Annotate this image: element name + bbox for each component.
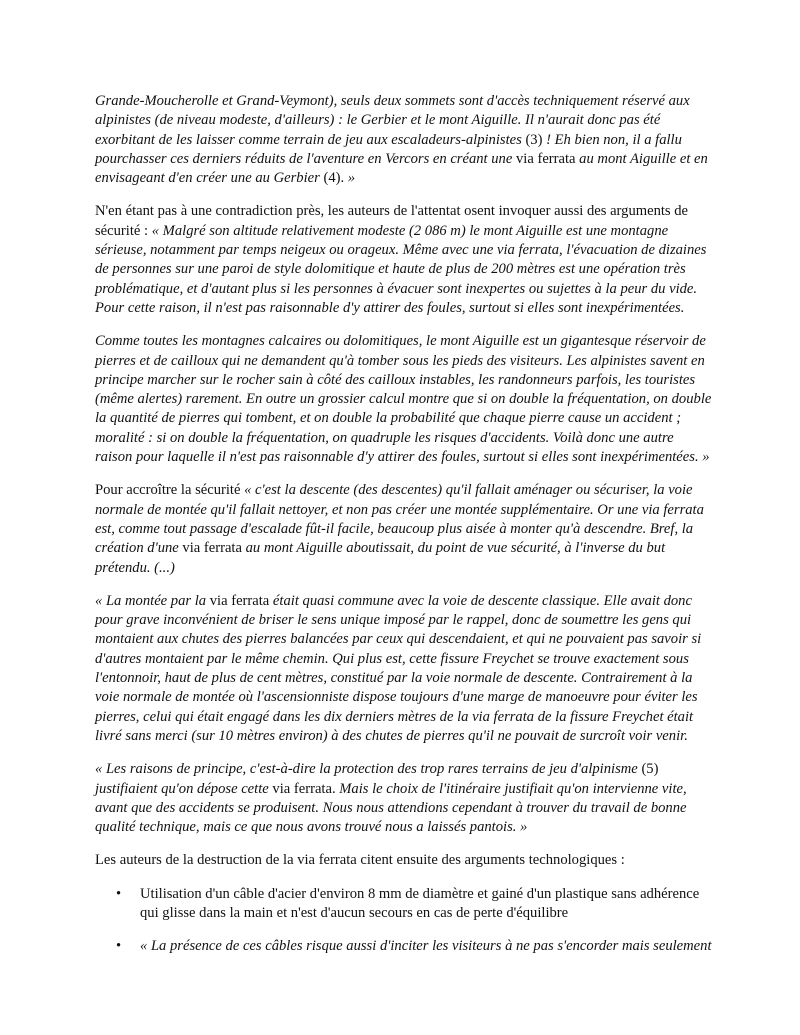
run: au mont Aiguille et en envisageant d'en créer une au Gerbier — [95, 150, 708, 187]
run: via ferrata — [515, 150, 576, 167]
run: « La montée par la — [95, 592, 210, 609]
run: Mais le choix de l'itinéraire justifiait qu'on intervienne vite, avant que des accidents se produisent. Nous nous attendions cependant à trouver du travail de bonne qualité technique, mais ce que nous avons trouvé nous a laissés pantois. » — [95, 780, 687, 836]
paragraph-5 — [95, 592, 713, 746]
run: « Malgré son altitude relativement modeste (2 086 m) le mont Aiguille est une montagne sérieuse, notamment par temps neigeux ou orageux. Même avec une via ferrata, l'évacuation de dizaines de personnes sur une paroi de style dolomitique et haute de plus de 200 mètres est une opération très problématique, et d'autant plus si les personnes à évacuer sont inexpertes ou sujettes à la peur du vide. Pour cette raison, il n'est pas raisonnable d'y attirer des foules, surtout si elles sont inexpérimentées. — [95, 222, 707, 316]
run: via ferrata. — [272, 780, 336, 797]
paragraph-3 — [95, 332, 713, 467]
paragraph-7 — [95, 851, 713, 870]
run: « c'est la descente (des descentes) qu'il fallait aménager ou sécuriser, la voie normale de montée qu'il fallait nettoyer, et non pas créer une montée supplémentaire. Or une via ferrata est, comme tout passage d'escalade fût-il facile, beaucoup plus aisée à monter qu'à descendre. Bref, la création d'une — [95, 482, 704, 557]
run: Grande-Moucherolle et Grand-Veymont), seuls deux sommets sont d'accès techniquement réservé aux alpinistes (de niveau modeste, d'ailleurs) : le Gerbier et le mont Aiguille. Il n'aurait donc pas été exorbitant de les laisser comme terrain de jeu aux escaladeurs-alpinistes — [95, 93, 690, 148]
list-item — [95, 885, 713, 924]
bullet-marker: • — [116, 885, 122, 902]
run: Les auteurs de la destruction de la via ferrata citent ensuite des arguments technologiques : — [95, 852, 625, 869]
run: Comme toutes les montagnes calcaires ou dolomitiques, le mont Aiguille est un gigantesque réservoir de pierres et de cailloux qui ne demandent qu'à tomber sous les pieds des visiteurs. Les alpinistes savent en principe marcher sur le rocher sain à côté des cailloux instables, les randonneurs parfois, les touristes (même alertes) rarement. En outre un grossier calcul montre que si on double la fréquentation, on double la quantité de pierres qui tombent, et on double la probabilité que chaque pierre cause un accident ; moralité : si on double la fréquentation, on quadruple les risques d'accidents. Voilà donc une autre raison pour laquelle il n'est pas raisonnable d'y attirer des foules, surtout si elles sont inexpérimentées. » — [95, 333, 712, 466]
run: justifiaient qu'on dépose cette — [95, 780, 273, 797]
run: via ferrata — [209, 592, 270, 609]
run: était quasi commune avec la voie de descente classique. Elle avait donc pour grave inconvénient de briser le sens unique imposé par le rappel, donc de soumettre les gens qui montaient aux chutes des pierres balancées par ceux qui descendaient, et qui ne pouvaient pas savoir si d'autres montaient par le même chemin. Qui plus est, cette fissure Freychet se trouve exactement sous l'entonnoir, haut de plus de cent mètres, constitué par la voie normale de descente. Contrairement à la voie normale de montée où l'ascensionniste dispose toujours d'une marge de manoeuvre pour éviter les pierres, celui qui était engagé dans les dix derniers mètres de la via ferrata de la fissure Freychet était livré sans merci (sur 10 mètres environ) à des chutes de pierres qu'il ne pouvait de surcroît voir venir. — [95, 592, 702, 744]
run: « Les raisons de principe, c'est-à-dire la protection des trop rares terrains de jeu d'alpinisme — [95, 761, 642, 778]
list-item — [95, 937, 713, 956]
run: Pour accroître la sécurité — [95, 482, 245, 499]
run: N'en étant pas à une contradiction près, les auteurs de l'attentat osent invoquer aussi des arguments de sécurité : — [95, 203, 689, 239]
paragraph-2 — [95, 202, 713, 318]
run: » — [344, 170, 356, 187]
run: (3) — [525, 131, 543, 148]
run: « La présence de ces câbles risque aussi d'inciter les visiteurs à ne pas s'encorder mais seulement — [140, 938, 712, 955]
bullet-list — [95, 885, 713, 957]
run: Utilisation d'un câble d'acier d'environ 8 mm de diamètre et gainé d'un plastique sans adhérence qui glisse dans la main et n'est d'aucun secours en cas de perte d'équilibre — [140, 885, 700, 921]
paragraph-1 — [95, 92, 713, 188]
paragraph-4 — [95, 481, 713, 577]
run: via ferrata — [182, 540, 242, 557]
bullet-marker: • — [116, 938, 122, 955]
document-body — [95, 92, 713, 971]
run: au mont Aiguille aboutissait, du point de vue sécurité, à l'inverse du but prétendu. (...) — [95, 540, 666, 576]
run: (4). — [323, 170, 345, 187]
run: ! Eh bien non, il a fallu pourchasser ces derniers réduits de l'aventure en Vercors en créant une — [95, 131, 682, 167]
paragraph-6 — [95, 760, 713, 837]
run: (5) — [641, 761, 659, 778]
